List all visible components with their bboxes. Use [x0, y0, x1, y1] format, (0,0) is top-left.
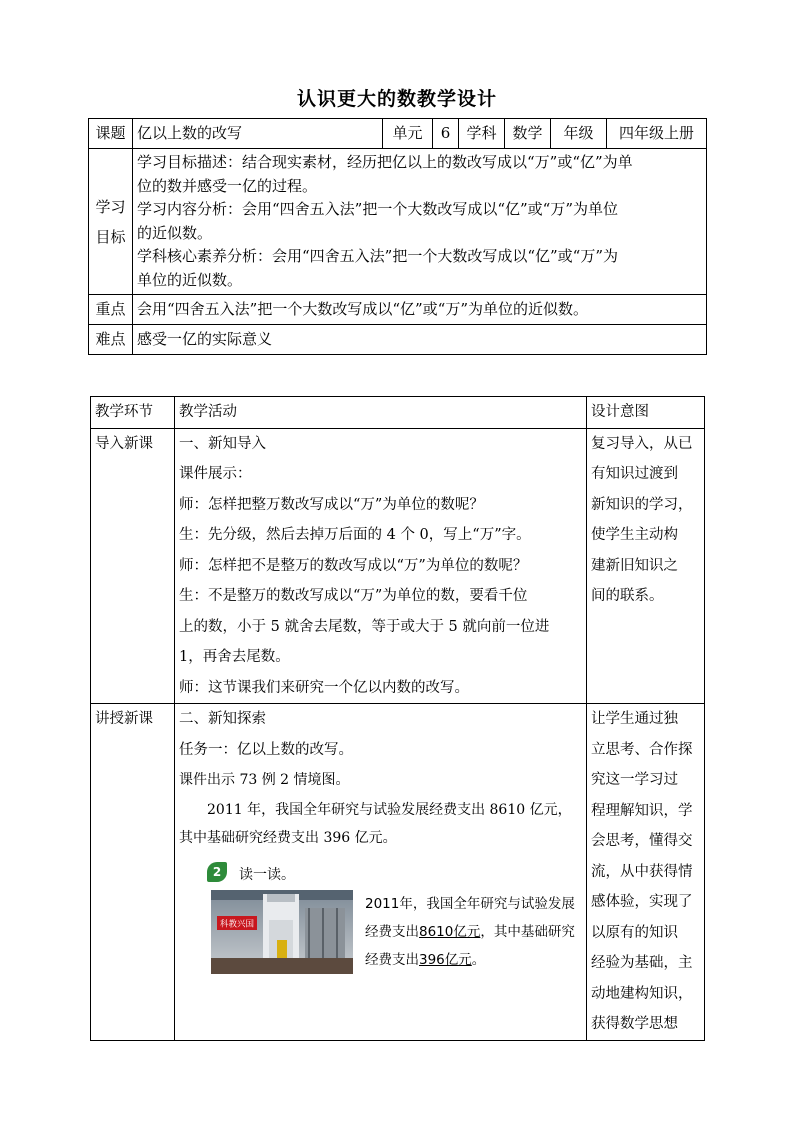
lab-photo: [211, 890, 353, 974]
activity-line: 师：这节课我们来研究一个亿以内数的改写。: [179, 679, 469, 696]
goal-line: 学习目标描述：结合现实素材，经历把亿以上的数改写成以“万”或“亿”为单: [137, 153, 633, 171]
intent-line: 立思考、合作探: [591, 741, 693, 758]
intent-line: 以原有的知识: [591, 924, 678, 941]
figure-text-line: 2011年，我国全年研究与试验发展: [365, 895, 575, 912]
figure-text-part: 经费支出: [365, 923, 419, 940]
photo-sign-text: 科教兴国: [219, 919, 255, 929]
activity-line: 课件出示 73 例 2 情境图。: [179, 772, 350, 788]
goal-line: 单位的近似数。: [137, 270, 243, 289]
intent-line: 建新旧知识之: [591, 557, 678, 574]
intent-intro: [587, 428, 705, 704]
intent-line: 程理解知识，学: [591, 802, 693, 819]
goals-label-line: 目标: [95, 227, 126, 246]
topic-label: 课题: [89, 119, 133, 149]
scenario-paragraph: 2011 年，我国全年研究与试验发展经费支出 8610 亿元，其中基础研究经费支出 396 亿元。: [179, 801, 572, 846]
read-label: 读一读。: [239, 866, 295, 883]
activity-new: [175, 704, 587, 1041]
goal-line: 学习内容分析：会用“四舍五入法”把一个大数改写成以“亿”或“万”为单位: [137, 200, 619, 218]
header-stage: 教学环节: [91, 397, 175, 429]
figure-caption: [365, 890, 595, 974]
goal-line: 的近似数。: [137, 223, 213, 242]
figure-text-part: 。: [471, 951, 486, 968]
activity-line: 师：怎样把不是整万的数改写成以“万”为单位的数呢？: [179, 557, 528, 574]
goal-line: 位的数并感受一亿的过程。: [137, 176, 318, 195]
goal-line: 学科核心素养分析：会用“四舍五入法”把一个大数改写成以“亿”或“万”为: [137, 247, 619, 265]
difficulty-content: 感受一亿的实际意义: [133, 325, 707, 355]
page-title: 认识更大的数教学设计: [296, 88, 497, 110]
activity-line: 任务一：亿以上数的改写。: [179, 741, 353, 758]
figure-text-part: 经费支出: [365, 951, 419, 968]
activity-line: 二、新知探索: [179, 711, 266, 727]
intent-line: 新知识的学习，: [591, 496, 693, 513]
activity-line: 上的数，小于 5 就舍去尾数，等于或大于 5 就向前一位进: [179, 618, 550, 635]
example-number-badge: 2: [207, 862, 227, 882]
intent-line: 复习导入，从已: [591, 435, 693, 452]
intent-line: 流，从中获得情: [591, 863, 693, 880]
header-activity: 教学活动: [175, 397, 587, 429]
intent-line: 会思考，懂得交: [591, 833, 693, 849]
unit-label: 单元: [383, 119, 433, 149]
key-label: 重点: [89, 295, 133, 325]
unit-value: 6: [433, 119, 459, 149]
header-intent: 设计意图: [587, 397, 705, 429]
activity-line: 生：先分级，然后去掉万后面的 4 个 0，写上“万”字。: [179, 527, 531, 543]
topic-value: 亿以上数的改写: [133, 119, 383, 149]
intent-line: 感体验，实现了: [591, 894, 693, 910]
intent-line: 间的联系。: [591, 588, 664, 604]
intent-line: 有知识过渡到: [591, 466, 678, 482]
grade-label: 年级: [551, 119, 607, 149]
difficulty-label: 难点: [89, 325, 133, 355]
key-content: 会用“四舍五入法”把一个大数改写成以“亿”或“万”为单位的近似数。: [133, 295, 707, 325]
activity-line: 1，再舍去尾数。: [179, 649, 290, 665]
activity-intro: [175, 428, 587, 704]
intent-line: 动地建构知识，: [591, 985, 693, 1002]
lesson-info-table: [88, 118, 707, 355]
goals-content: [133, 149, 707, 295]
intent-line: 使学生主动构: [591, 527, 678, 543]
figure-text-underlined: 8610亿元: [419, 923, 481, 940]
stage-new: 讲授新课: [91, 704, 175, 1041]
intent-line: 经验为基础，主: [591, 955, 693, 971]
goals-label-line: 学习: [95, 197, 126, 216]
teaching-plan-table: [90, 396, 705, 1041]
goals-label: [89, 149, 133, 295]
activity-line: 师：怎样把整万数改写成以“万”为单位的数呢？: [179, 496, 484, 513]
figure-text-line: [365, 918, 595, 946]
activity-line: 一、新知导入: [179, 435, 266, 452]
intent-line: 究这一学习过: [591, 772, 678, 788]
figure-text-line: [365, 946, 595, 974]
activity-line: 课件展示：: [179, 466, 252, 482]
grade-value: 四年级上册: [607, 119, 707, 149]
figure-text-part: ，其中基础研究: [480, 923, 575, 940]
figure-text-underlined: 396亿元: [419, 951, 472, 968]
subject-value: 数学: [505, 119, 551, 149]
textbook-figure: [179, 858, 582, 1008]
lab-photo-image: [211, 890, 353, 974]
intent-line: 获得数学思想: [591, 1016, 678, 1032]
intent-new: [587, 704, 705, 1041]
intent-line: 让学生通过独: [591, 711, 678, 727]
subject-label: 学科: [459, 119, 505, 149]
activity-line: 生：不是整万的数改写成以“万”为单位的数，要看千位: [179, 588, 528, 604]
stage-intro: 导入新课: [91, 428, 175, 704]
